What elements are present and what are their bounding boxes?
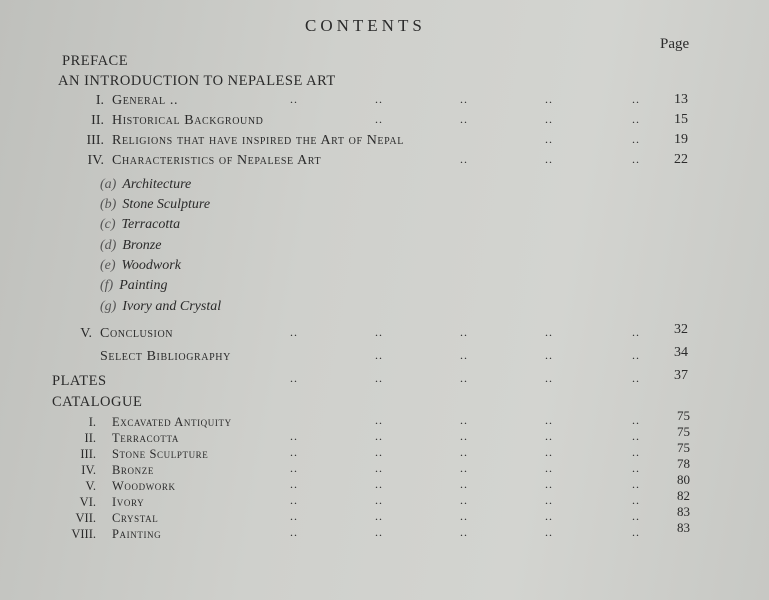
leader-dot: ..: [545, 152, 553, 166]
chapter-page: 22: [674, 152, 688, 167]
page-column-label: Page: [660, 36, 690, 52]
leader-dot: ..: [375, 525, 383, 539]
leader-dot: ..: [375, 477, 383, 491]
item-title: Architecture: [122, 177, 192, 192]
leader-dot: ..: [460, 429, 468, 443]
catalogue-title: Bronze: [112, 463, 154, 477]
leader-dot: ..: [375, 445, 383, 459]
leader-dot: ..: [632, 92, 640, 106]
leader-dot: ..: [375, 92, 383, 106]
leader-dot: ..: [632, 525, 640, 539]
characteristic-item: [100, 299, 221, 315]
catalogue-page: 83: [677, 504, 690, 519]
chapter-title: Characteristics of Nepalese Art: [112, 153, 322, 168]
item-title: Woodwork: [121, 258, 181, 273]
leader-dot: ..: [460, 493, 468, 507]
leader-dot: ..: [632, 509, 640, 523]
leader-dot: ..: [375, 461, 383, 475]
leader-dot: ..: [375, 509, 383, 523]
chapter-numeral: I.: [95, 93, 104, 108]
catalogue-title: Woodwork: [112, 479, 176, 493]
catalogue-title: Terracotta: [112, 431, 179, 445]
leader-dot: ..: [460, 112, 468, 126]
leader-dot: ..: [290, 92, 298, 106]
leader-dot: ..: [632, 445, 640, 459]
catalogue-page: 75: [677, 424, 690, 439]
leader-dot: ..: [460, 152, 468, 166]
catalogue-numeral: VI.: [79, 495, 96, 509]
leader-dot: ..: [545, 112, 553, 126]
leader-dot: ..: [545, 509, 553, 523]
item-title: Terracotta: [121, 217, 181, 232]
item-title: Stone Sculpture: [122, 197, 211, 212]
catalogue-title: Crystal: [112, 511, 159, 525]
catalogue-title: Excavated Antiquity: [112, 415, 232, 429]
plates-page: 37: [674, 368, 688, 383]
leader-dot: ..: [632, 461, 640, 475]
leader-dot: ..: [460, 413, 468, 427]
item-title: Ivory and Crystal: [122, 299, 222, 314]
leader-dot: ..: [290, 493, 298, 507]
leader-dot: ..: [290, 325, 298, 339]
leader-dot: ..: [545, 525, 553, 539]
leader-dot: ..: [460, 461, 468, 475]
leader-dot: ..: [632, 493, 640, 507]
leader-dot: ..: [290, 445, 298, 459]
catalogue-numeral: VII.: [75, 511, 96, 525]
leader-dot: ..: [545, 429, 553, 443]
leader-dot: ..: [460, 525, 468, 539]
item-letter: (e): [100, 258, 116, 273]
leader-dot: ..: [460, 92, 468, 106]
leader-dot: ..: [375, 429, 383, 443]
leader-dot: ..: [290, 477, 298, 491]
leader-dot: ..: [545, 92, 553, 106]
bibliography-title: Select Bibliography: [100, 349, 231, 364]
catalogue-page: 75: [677, 440, 690, 455]
page-title: CONTENTS: [305, 16, 426, 35]
leader-dot: ..: [460, 348, 468, 362]
leader-dot: ..: [460, 445, 468, 459]
leader-dot: ..: [632, 429, 640, 443]
bibliography-page: 34: [674, 345, 688, 360]
catalogue-title: Ivory: [112, 495, 145, 509]
leader-dot: ..: [290, 461, 298, 475]
chapter-page: 15: [674, 112, 688, 127]
chapter-page: 32: [674, 322, 688, 337]
leader-dot: ..: [545, 371, 553, 385]
chapter-page: 13: [674, 92, 688, 107]
leader-dot: ..: [375, 493, 383, 507]
chapter-numeral: V.: [80, 326, 92, 341]
catalogue-numeral: III.: [80, 447, 96, 461]
item-letter: (f): [100, 278, 114, 293]
leader-dot: ..: [545, 132, 553, 146]
chapter-numeral: IV.: [87, 153, 104, 168]
catalogue-title: Painting: [112, 527, 162, 541]
chapter-numeral: II.: [91, 113, 104, 128]
leader-dot: ..: [632, 132, 640, 146]
catalogue-heading: CATALOGUE: [52, 394, 143, 410]
leader-dot: ..: [545, 348, 553, 362]
item-letter: (d): [100, 238, 117, 253]
leader-dot: ..: [632, 477, 640, 491]
catalogue-numeral: VIII.: [71, 527, 96, 541]
characteristic-item: [100, 177, 191, 193]
item-title: Painting: [119, 278, 168, 293]
item-title: Bronze: [122, 238, 162, 253]
leader-dot: ..: [460, 477, 468, 491]
leader-dot: ..: [290, 509, 298, 523]
plates-title: PLATES: [52, 373, 107, 389]
leader-dot: ..: [632, 152, 640, 166]
chapter-page: 19: [674, 132, 688, 147]
leader-dot: ..: [632, 371, 640, 385]
leader-dot: ..: [460, 509, 468, 523]
leader-dot: ..: [545, 445, 553, 459]
leader-dot: ..: [545, 325, 553, 339]
leader-dot: ..: [375, 371, 383, 385]
leader-dot: ..: [632, 413, 640, 427]
leader-dot: ..: [545, 477, 553, 491]
leader-dot: ..: [375, 325, 383, 339]
leader-dot: ..: [290, 429, 298, 443]
item-letter: (b): [100, 197, 117, 212]
leader-dot: ..: [375, 413, 383, 427]
chapter-title: Religions that have inspired the Art of Nepal: [112, 133, 404, 148]
leader-dot: ..: [375, 112, 383, 126]
catalogue-title: Stone Sculpture: [112, 447, 209, 461]
chapter-title: General ..: [112, 93, 179, 108]
leader-dot: ..: [545, 413, 553, 427]
characteristic-item: [100, 197, 210, 213]
leader-dot: ..: [632, 325, 640, 339]
item-letter: (g): [100, 299, 117, 314]
introduction-entry: AN INTRODUCTION TO NEPALESE ART: [58, 73, 336, 89]
catalogue-numeral: V.: [85, 479, 96, 493]
catalogue-numeral: II.: [84, 431, 96, 445]
chapter-title: Conclusion: [100, 326, 174, 341]
characteristic-item: [100, 217, 180, 233]
chapter-title: Historical Background: [112, 113, 264, 128]
leader-dot: ..: [290, 525, 298, 539]
leader-dot: ..: [545, 493, 553, 507]
leader-dot: ..: [632, 348, 640, 362]
preface-entry: PREFACE: [62, 53, 129, 69]
leader-dot: ..: [460, 325, 468, 339]
catalogue-page: 75: [677, 408, 690, 423]
characteristic-item: [100, 258, 181, 274]
item-letter: (c): [100, 217, 116, 232]
leader-dot: ..: [375, 348, 383, 362]
characteristic-item: [100, 238, 161, 254]
catalogue-page: 78: [677, 456, 690, 471]
item-letter: (a): [100, 177, 117, 192]
catalogue-numeral: IV.: [81, 463, 96, 477]
leader-dot: ..: [545, 461, 553, 475]
catalogue-numeral: I.: [88, 415, 96, 429]
catalogue-page: 82: [677, 488, 690, 503]
leader-dot: ..: [460, 371, 468, 385]
characteristic-item: [100, 278, 167, 294]
leader-dot: ..: [632, 112, 640, 126]
chapter-numeral: III.: [86, 133, 104, 148]
catalogue-page: 80: [677, 472, 690, 487]
catalogue-page: 83: [677, 520, 690, 535]
leader-dot: ..: [290, 371, 298, 385]
